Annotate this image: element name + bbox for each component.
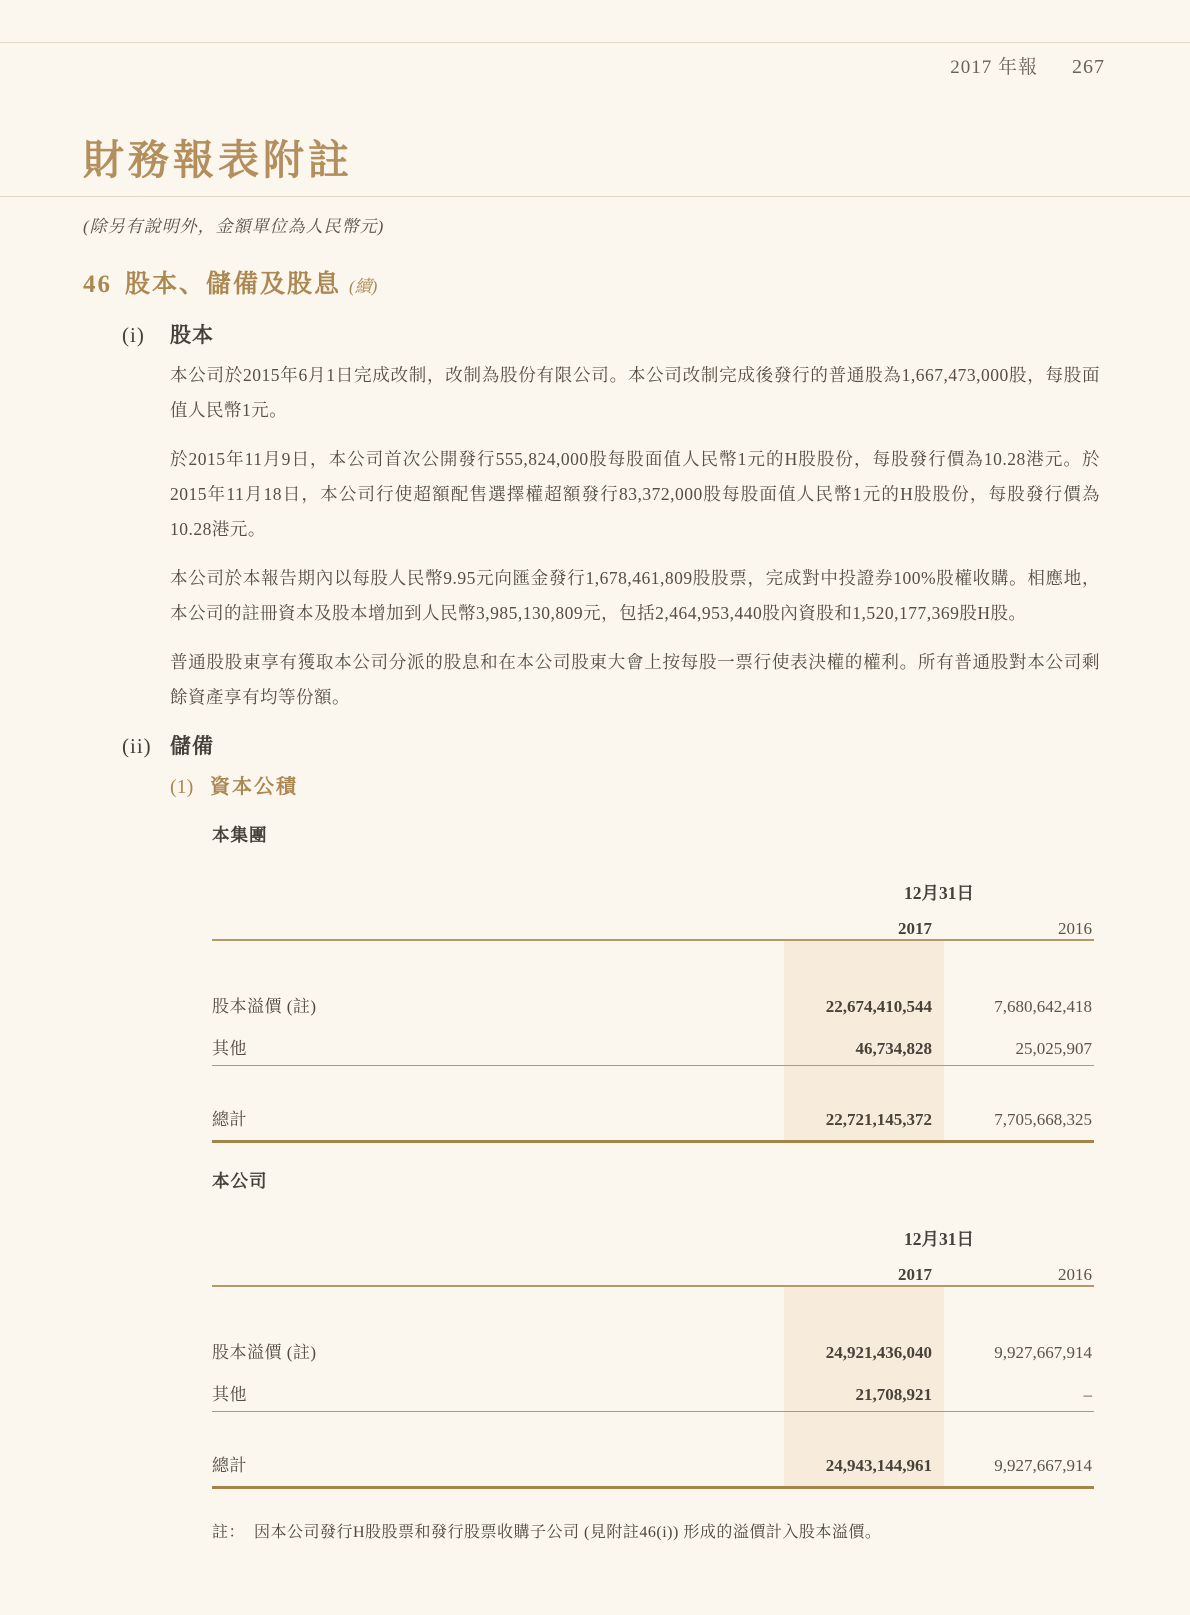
title-rule — [0, 196, 1190, 197]
year-header-2016: 2016 — [944, 905, 1094, 940]
table-spacer-row — [212, 1066, 1094, 1095]
paragraph: 普通股股東享有獲取本公司分派的股息和在本公司股東大會上按每股一票行使表決權的權利。所有普通股對本公司剩餘資產享有均等份額。 — [170, 652, 1100, 707]
capital-reserve-table-group — [212, 871, 1094, 1143]
table-spacer-row — [212, 1412, 1094, 1441]
section-number: 46 — [83, 271, 112, 298]
total-value-2016: 7,705,668,325 — [944, 1094, 1094, 1142]
table-date-header-row — [212, 871, 1094, 905]
paragraph: 本公司於2015年6月1日完成改制，改制為股份有限公司。本公司改制完成後發行的普通股為1,667,473,000股，每股面值人民幣1元。 — [170, 365, 1100, 420]
section-continued-suffix: (續) — [349, 277, 378, 296]
table-total-row — [212, 1440, 1094, 1488]
row-label: 股本溢價 (註) — [212, 1343, 317, 1362]
total-value-2017: 22,721,145,372 — [784, 1094, 944, 1142]
table-spacer-row — [212, 940, 1094, 981]
footnote-label: 註： — [212, 1524, 246, 1541]
year-header-2017: 2017 — [784, 1251, 944, 1286]
table-year-header-row — [212, 905, 1094, 940]
report-title: 2017 年報 — [950, 57, 1038, 78]
row-value-2017: 24,921,436,040 — [784, 1327, 944, 1369]
scope-title-company: 本公司 — [212, 1171, 268, 1191]
total-value-2016: 9,927,667,914 — [944, 1440, 1094, 1488]
table-year-header-row — [212, 1251, 1094, 1286]
table-row — [212, 981, 1094, 1023]
subsection-share-capital-heading — [122, 320, 1190, 350]
row-value-2017: 21,708,921 — [784, 1369, 944, 1412]
document-title: 財務報表附註 — [83, 137, 353, 183]
year-header-2017: 2017 — [784, 905, 944, 940]
capital-reserve-index: (1) — [170, 776, 194, 798]
capital-reserve-heading — [170, 773, 1190, 801]
subsection-index: (i) — [122, 323, 145, 347]
row-value-2016: 9,927,667,914 — [994, 1343, 1092, 1362]
page-header — [950, 52, 1105, 79]
section-heading — [83, 268, 1190, 304]
table-row — [212, 1023, 1094, 1066]
row-value-2016: – — [944, 1369, 1094, 1412]
capital-reserve-content — [212, 823, 1094, 1545]
row-label: 其他 — [212, 1369, 784, 1412]
total-label: 總計 — [212, 1440, 784, 1488]
capital-reserve-table-company — [212, 1217, 1094, 1489]
subsection-reserves-heading — [122, 731, 1190, 761]
page-number: 267 — [1072, 56, 1105, 78]
row-value-2017: 46,734,828 — [784, 1023, 944, 1066]
table-footnote — [212, 1521, 1094, 1545]
total-value-2017: 24,943,144,961 — [784, 1440, 944, 1488]
footnote-text: 因本公司發行H股股票和發行股票收購子公司 (見附註46(i)) 形成的溢價計入股本溢價。 — [254, 1524, 882, 1541]
table-spacer-row — [212, 1286, 1094, 1327]
table-date-header-row — [212, 1217, 1094, 1251]
table-total-row — [212, 1094, 1094, 1142]
row-value-2016: 25,025,907 — [944, 1023, 1094, 1066]
date-header: 12月31日 — [904, 883, 974, 903]
capital-reserve-title: 資本公積 — [210, 776, 298, 798]
top-rule — [0, 42, 1190, 43]
year-header-2016: 2016 — [944, 1251, 1094, 1286]
table-row — [212, 1327, 1094, 1369]
subsection-title: 股本 — [170, 323, 214, 347]
date-header: 12月31日 — [904, 1229, 974, 1249]
total-label: 總計 — [212, 1094, 784, 1142]
subsection-index: (ii) — [122, 734, 152, 758]
share-capital-body — [170, 358, 1100, 715]
row-value-2016: 7,680,642,418 — [994, 997, 1092, 1016]
row-value-2017: 22,674,410,544 — [784, 981, 944, 1023]
section-title: 股本、儲備及股息 — [125, 271, 342, 298]
scope-title-group: 本集團 — [212, 825, 268, 845]
paragraph: 本公司於本報告期內以每股人民幣9.95元向匯金發行1,678,461,809股股票，完成對中投證券100%股權收購。相應地，本公司的註冊資本及股本增加到人民幣3,985,130,809元，包括2,464,953,440股內資股和1,520,177,369股H股。 — [170, 568, 1100, 623]
row-label: 其他 — [212, 1023, 784, 1066]
paragraph: 於2015年11月9日，本公司首次公開發行555,824,000股每股面值人民幣1元的H股股份，每股發行價為10.28港元。於2015年11月18日，本公司行使超額配售選擇權超額發行83,372,000股每股面值人民幣1元的H股股份，每股發行價為10.28港元。 — [170, 449, 1100, 539]
table-row — [212, 1369, 1094, 1412]
currency-unit-note: (除另有說明外，金額單位為人民幣元) — [83, 217, 385, 236]
row-label: 股本溢價 (註) — [212, 997, 317, 1016]
subsection-title: 儲備 — [170, 734, 214, 758]
